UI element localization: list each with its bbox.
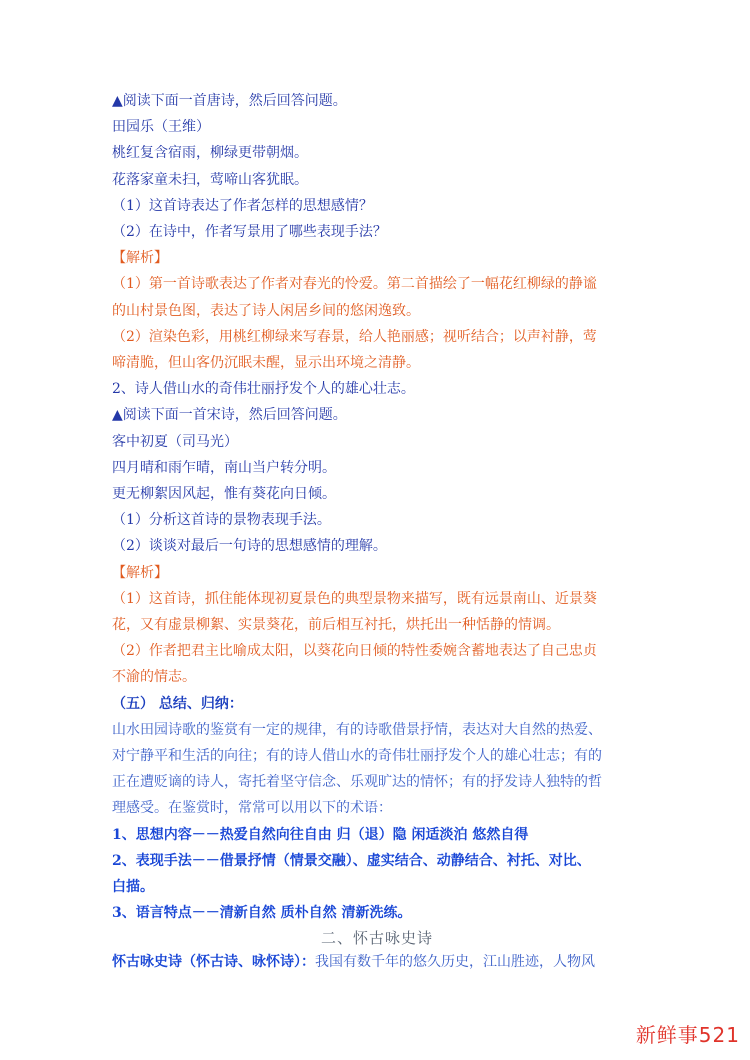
text-line: 花，又有虚景柳絮、实景葵花，前后相互衬托，烘托出一种恬静的情调。: [112, 617, 560, 634]
text-line: 田园乐（王维）: [112, 119, 210, 136]
text-line: 桃红复含宿雨，柳绿更带朝烟。: [112, 145, 308, 162]
text-line: 花落家童未扫，莺啼山客犹眠。: [112, 171, 308, 188]
section-heading: 二、怀古咏史诗: [320, 928, 433, 947]
text-line: 2、诗人借山水的奇伟壮丽抒发个人的雄心壮志。: [112, 381, 415, 398]
text-line: 1、思想内容－－热爱自然向往自由 归（退）隐 闲适淡泊 悠然自得: [112, 826, 529, 843]
text-line: 的山村景色图，表达了诗人闲居乡间的悠闲逸致。: [112, 302, 420, 319]
text-line: 啼清脆，但山客仍沉眠未醒，显示出环境之清静。: [112, 355, 420, 372]
watermark: 新鲜事521: [635, 1023, 740, 1047]
text-line: 四月晴和雨乍晴，南山当户转分明。: [112, 459, 336, 476]
text-line: （1）这首诗，抓住能体现初夏景色的典型景物来描写，既有远景南山、近景葵: [112, 590, 597, 607]
text-line: （1）第一首诗歌表达了作者对春光的怜爱。第二首描绘了一幅花红柳绿的静谧: [112, 276, 597, 293]
text-line: 客中初夏（司马光）: [112, 433, 238, 450]
text-line: 【解析】: [112, 564, 168, 581]
text-line: ▲阅读下面一首唐诗，然后回答问题。: [112, 93, 347, 109]
text-line: 3、语言特点－－清新自然 质朴自然 清新洗练。: [112, 905, 412, 922]
text-line: （2）在诗中，作者写景用了哪些表现手法？: [112, 224, 387, 241]
text-line: 对宁静平和生活的向往；有的诗人借山水的奇伟壮丽抒发个人的雄心壮志；有的: [112, 748, 602, 765]
text-line: 不渝的情志。: [112, 669, 196, 686]
text-line: （五） 总结、归纳：: [112, 695, 243, 712]
text-line: 2、表现手法－－借景抒情（情景交融）、虚实结合、动静结合、衬托、对比、: [112, 852, 591, 869]
last-line-bold: 怀古咏史诗（怀古诗、咏怀诗）：: [112, 953, 315, 970]
last-line-rest: 我国有数千年的悠久历史，江山胜迹，人物风: [315, 953, 595, 970]
text-line: 【解析】: [112, 250, 168, 267]
text-lines: [112, 88, 642, 927]
text-line: 更无柳絮因风起，惟有葵花向日倾。: [112, 486, 336, 503]
text-line: ▲阅读下面一首宋诗，然后回答问题。: [112, 407, 347, 424]
text-line: （2）渲染色彩，用桃红柳绿来写春景，给人艳丽感；视听结合；以声衬静，莺: [112, 328, 597, 345]
text-line: （2）作者把君主比喻成太阳，以葵花向日倾的特性委婉含蓄地表达了自己忠贞: [112, 643, 597, 660]
text-line: （2）谈谈对最后一句诗的思想感情的理解。: [112, 538, 387, 555]
text-line: 白描。: [112, 879, 154, 896]
text-line: 正在遭贬谪的诗人，寄托着坚守信念、乐观旷达的情怀；有的抒发诗人独特的哲: [112, 774, 602, 791]
text-line: （1）分析这首诗的景物表现手法。: [112, 512, 331, 529]
document-body: [112, 88, 642, 975]
last-line: [112, 949, 642, 975]
text-line: （1）这首诗表达了作者怎样的思想感情？: [112, 197, 373, 214]
text-line: 山水田园诗歌的鉴赏有一定的规律，有的诗歌借景抒情，表达对大自然的热爱、: [112, 721, 602, 738]
text-line: 理感受。在鉴赏时，常常可以用以下的术语：: [112, 800, 392, 817]
